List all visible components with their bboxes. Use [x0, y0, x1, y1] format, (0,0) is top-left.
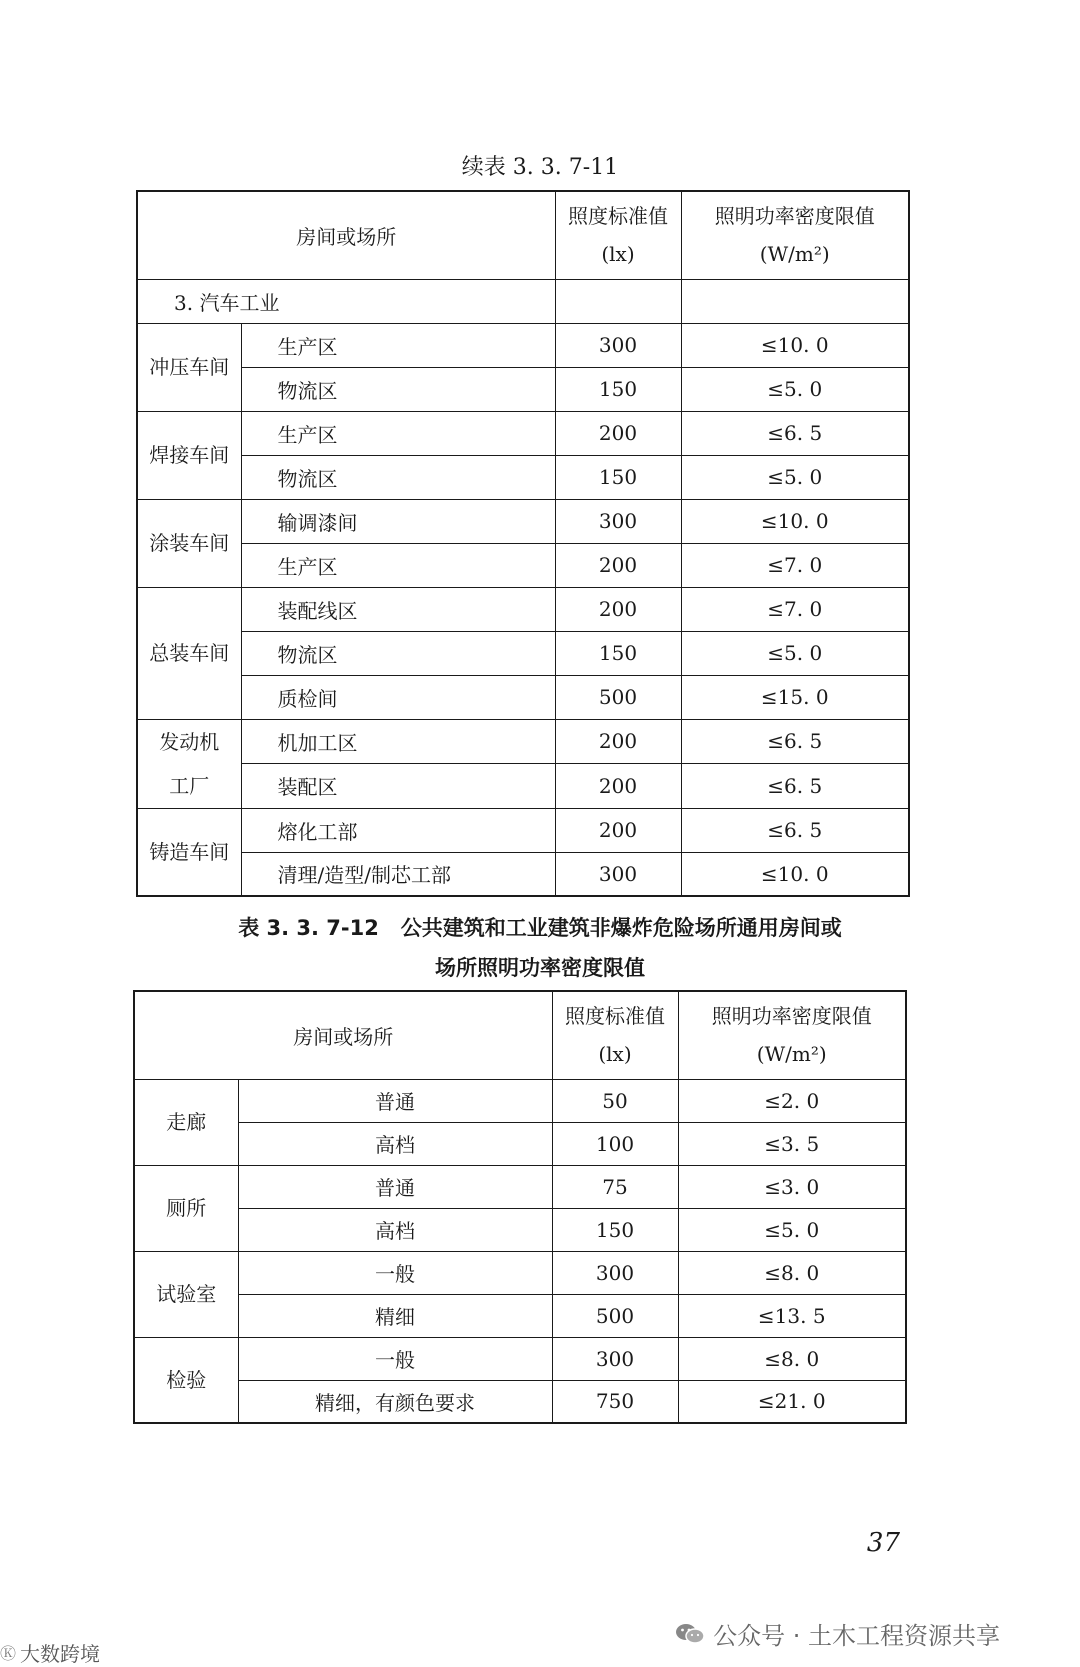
group-name	[137, 719, 241, 808]
illuminance-value: 300	[552, 1337, 678, 1380]
area-name: 高档	[238, 1208, 552, 1251]
group-name: 铸造车间	[137, 808, 241, 896]
area-name: 清理/造型/制芯工部	[241, 852, 555, 896]
table-row	[137, 719, 909, 764]
table2-caption-line2: 场所照明功率密度限值	[435, 956, 645, 980]
area-name: 高档	[238, 1122, 552, 1165]
group-name-line2: 工厂	[169, 773, 210, 798]
area-name: 一般	[238, 1337, 552, 1380]
header-lpd-label: 照明功率密度限值	[711, 1004, 872, 1029]
illuminance-value: 300	[555, 323, 681, 367]
illuminance-value: 150	[555, 367, 681, 411]
table-row	[134, 1208, 906, 1251]
header-illuminance-unit: (lx)	[598, 1042, 632, 1067]
illuminance-value: 150	[555, 631, 681, 675]
area-name: 生产区	[241, 543, 555, 587]
header-illuminance-unit: (lx)	[601, 242, 635, 267]
group-name: 厕所	[134, 1165, 238, 1251]
area-name: 普通	[238, 1079, 552, 1122]
illuminance-value: 150	[552, 1208, 678, 1251]
group-name-line1: 发动机	[159, 729, 220, 754]
area-name: 生产区	[241, 323, 555, 367]
table-row	[134, 1251, 906, 1294]
group-name: 检验	[134, 1337, 238, 1423]
illuminance-value: 200	[555, 808, 681, 852]
footer-right-watermark	[675, 1616, 1000, 1651]
illuminance-value: 500	[555, 675, 681, 719]
table-row	[134, 1380, 906, 1423]
lpd-value: ≤21. 0	[678, 1380, 906, 1423]
illuminance-value: 300	[552, 1251, 678, 1294]
table-row	[137, 411, 909, 455]
area-name: 质检间	[241, 675, 555, 719]
illuminance-value: 200	[555, 719, 681, 764]
lpd-value: ≤3. 0	[678, 1165, 906, 1208]
footer-right-text: 公众号 · 土木工程资源共享	[713, 1622, 1000, 1650]
group-name: 冲压车间	[137, 323, 241, 411]
lpd-value: ≤8. 0	[678, 1337, 906, 1380]
table-row	[137, 631, 909, 675]
area-name: 生产区	[241, 411, 555, 455]
table2-caption-line1: 表 3. 3. 7-12 公共建筑和工业建筑非爆炸危险场所通用房间或	[238, 916, 842, 940]
group-name: 焊接车间	[137, 411, 241, 499]
table-row	[137, 543, 909, 587]
section-title: 3. 汽车工业	[137, 279, 555, 323]
header-lpd-unit: (W/m²)	[759, 242, 830, 267]
area-name: 熔化工部	[241, 808, 555, 852]
header-lpd	[678, 991, 906, 1079]
illuminance-value: 200	[555, 764, 681, 809]
header-illuminance-label: 照度标准值	[565, 1004, 665, 1029]
lpd-value: ≤3. 5	[678, 1122, 906, 1165]
lpd-value: ≤15. 0	[681, 675, 909, 719]
wechat-icon	[675, 1622, 705, 1646]
area-name: 物流区	[241, 367, 555, 411]
lpd-value: ≤2. 0	[678, 1079, 906, 1122]
table-row	[137, 499, 909, 543]
group-name: 试验室	[134, 1251, 238, 1337]
table-row	[134, 1294, 906, 1337]
table-row	[137, 323, 909, 367]
table-row	[134, 1337, 906, 1380]
footer-left-watermark	[0, 1638, 100, 1667]
header-room: 房间或场所	[137, 191, 555, 279]
table1-caption: 续表 3. 3. 7-11	[461, 155, 619, 180]
area-name: 装配区	[241, 764, 555, 809]
table-row	[137, 852, 909, 896]
table-row	[134, 1122, 906, 1165]
illuminance-value: 200	[555, 543, 681, 587]
brand-logo-icon: Ⓚ	[0, 1644, 17, 1663]
empty-cell	[555, 279, 681, 323]
area-name: 机加工区	[241, 719, 555, 764]
table-row	[137, 367, 909, 411]
illuminance-value: 200	[555, 411, 681, 455]
header-lpd-label: 照明功率密度限值	[714, 204, 875, 229]
footer-left-text: 大数跨境	[20, 1642, 101, 1666]
table1-header-row	[137, 191, 909, 279]
table2-header-row	[134, 991, 906, 1079]
table-row	[134, 1079, 906, 1122]
lpd-value: ≤5. 0	[681, 631, 909, 675]
lpd-value: ≤7. 0	[681, 543, 909, 587]
table1-section-row	[137, 279, 909, 323]
area-name: 精细	[238, 1294, 552, 1337]
table-row	[134, 1165, 906, 1208]
table-row	[137, 587, 909, 631]
lpd-value: ≤10. 0	[681, 852, 909, 896]
table-row	[137, 764, 909, 809]
illuminance-value: 500	[552, 1294, 678, 1337]
header-lpd	[681, 191, 909, 279]
lpd-value: ≤10. 0	[681, 499, 909, 543]
area-name: 一般	[238, 1251, 552, 1294]
header-lpd-unit: (W/m²)	[756, 1042, 827, 1067]
table2-lpd-general-rooms	[133, 990, 907, 1424]
lpd-value: ≤6. 5	[681, 719, 909, 764]
lpd-value: ≤6. 5	[681, 411, 909, 455]
illuminance-value: 750	[552, 1380, 678, 1423]
area-name: 装配线区	[241, 587, 555, 631]
illuminance-value: 200	[555, 587, 681, 631]
area-name: 精细，有颜色要求	[238, 1380, 552, 1423]
lpd-value: ≤8. 0	[678, 1251, 906, 1294]
illuminance-value: 75	[552, 1165, 678, 1208]
illuminance-value: 100	[552, 1122, 678, 1165]
area-name: 输调漆间	[241, 499, 555, 543]
header-illuminance	[555, 191, 681, 279]
table1-lpd-automotive	[136, 190, 910, 897]
lpd-value: ≤6. 5	[681, 808, 909, 852]
lpd-value: ≤5. 0	[681, 367, 909, 411]
group-name: 涂装车间	[137, 499, 241, 587]
table-row	[137, 455, 909, 499]
empty-cell	[681, 279, 909, 323]
header-room: 房间或场所	[134, 991, 552, 1079]
group-name: 走廊	[134, 1079, 238, 1165]
illuminance-value: 50	[552, 1079, 678, 1122]
table-row	[137, 808, 909, 852]
area-name: 物流区	[241, 455, 555, 499]
lpd-value: ≤10. 0	[681, 323, 909, 367]
lpd-value: ≤5. 0	[678, 1208, 906, 1251]
lpd-value: ≤5. 0	[681, 455, 909, 499]
illuminance-value: 300	[555, 499, 681, 543]
group-name: 总装车间	[137, 587, 241, 719]
header-illuminance	[552, 991, 678, 1079]
illuminance-value: 300	[555, 852, 681, 896]
area-name: 物流区	[241, 631, 555, 675]
lpd-value: ≤13. 5	[678, 1294, 906, 1337]
area-name: 普通	[238, 1165, 552, 1208]
table-row	[137, 675, 909, 719]
page-number: 37	[866, 1528, 900, 1558]
lpd-value: ≤6. 5	[681, 764, 909, 809]
lpd-value: ≤7. 0	[681, 587, 909, 631]
header-illuminance-label: 照度标准值	[568, 204, 668, 229]
illuminance-value: 150	[555, 455, 681, 499]
